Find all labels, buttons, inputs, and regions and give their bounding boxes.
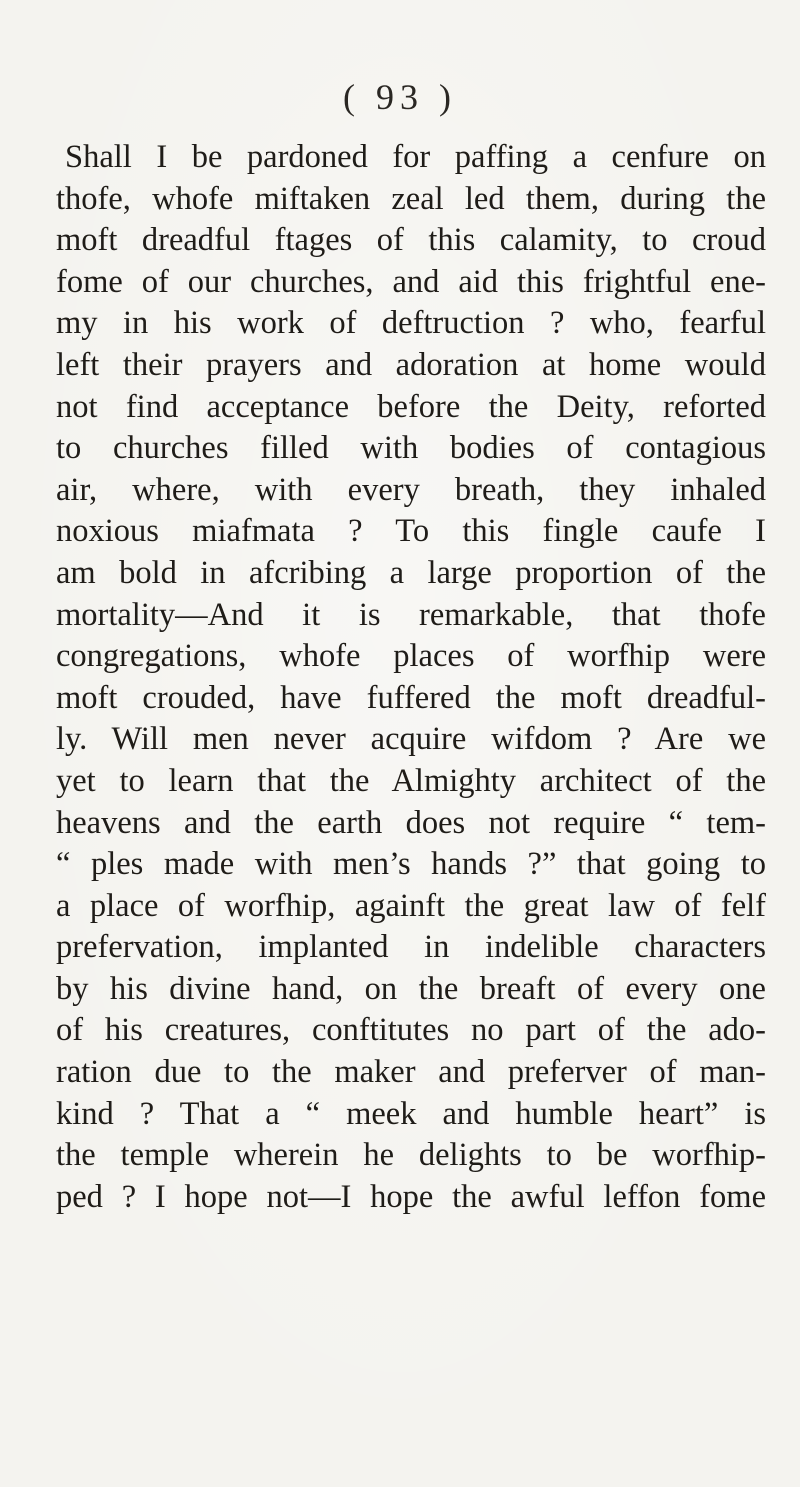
text-line: congregations, whofe places of worfhip were xyxy=(56,638,766,675)
text-line: of his creatures, conftitutes no part of the ado- xyxy=(56,1012,766,1049)
body-text xyxy=(56,137,766,1218)
text-line: air, where, with every breath, they inhaled xyxy=(56,471,766,508)
text-line: kind ? That a “ meek and humble heart” is xyxy=(56,1095,766,1132)
text-line: moft crouded, have fuffered the moft dreadful- xyxy=(56,679,766,716)
text-line: ly. Will men never acquire wifdom ? Are we xyxy=(56,721,766,758)
text-line: heavens and the earth does not require “ tem- xyxy=(56,804,766,841)
text-line: “ ples made with men’s hands ?” that going to xyxy=(56,846,766,883)
text-line: moft dreadful ftages of this calamity, to croud xyxy=(56,222,766,259)
text-line: a place of worfhip, againft the great law of felf xyxy=(56,887,766,924)
text-line: fome of our churches, and aid this frightful ene- xyxy=(56,263,766,300)
text-line: left their prayers and adoration at home would xyxy=(56,346,766,383)
text-line: thofe, whofe miftaken zeal led them, during the xyxy=(56,180,766,217)
text-line: ration due to the maker and preferver of man- xyxy=(56,1054,766,1091)
text-line: noxious miafmata ? To this fingle caufe I xyxy=(56,513,766,550)
text-line: Shall I be pardoned for paffing a cenfure on xyxy=(65,139,766,175)
text-line: am bold in afcribing a large proportion of the xyxy=(56,554,766,591)
text-line: yet to learn that the Almighty architect of the xyxy=(56,762,766,799)
text-line: by his divine hand, on the breaft of every one xyxy=(56,970,766,1007)
text-line: to churches filled with bodies of contagious xyxy=(56,430,766,467)
text-line: ped ? I hope not—I hope the awful leffon fome xyxy=(56,1178,766,1215)
text-line: my in his work of deftruction ? who, fearful xyxy=(56,305,766,342)
text-line: not find acceptance before the Deity, reforted xyxy=(56,388,766,425)
page-number: ( 93 ) xyxy=(343,77,457,117)
text-line: the temple wherein he delights to be worfhip- xyxy=(56,1137,766,1174)
text-line: mortality—And it is remarkable, that thofe xyxy=(56,596,766,633)
text-line: prefervation, implanted in indelible characters xyxy=(56,929,766,966)
